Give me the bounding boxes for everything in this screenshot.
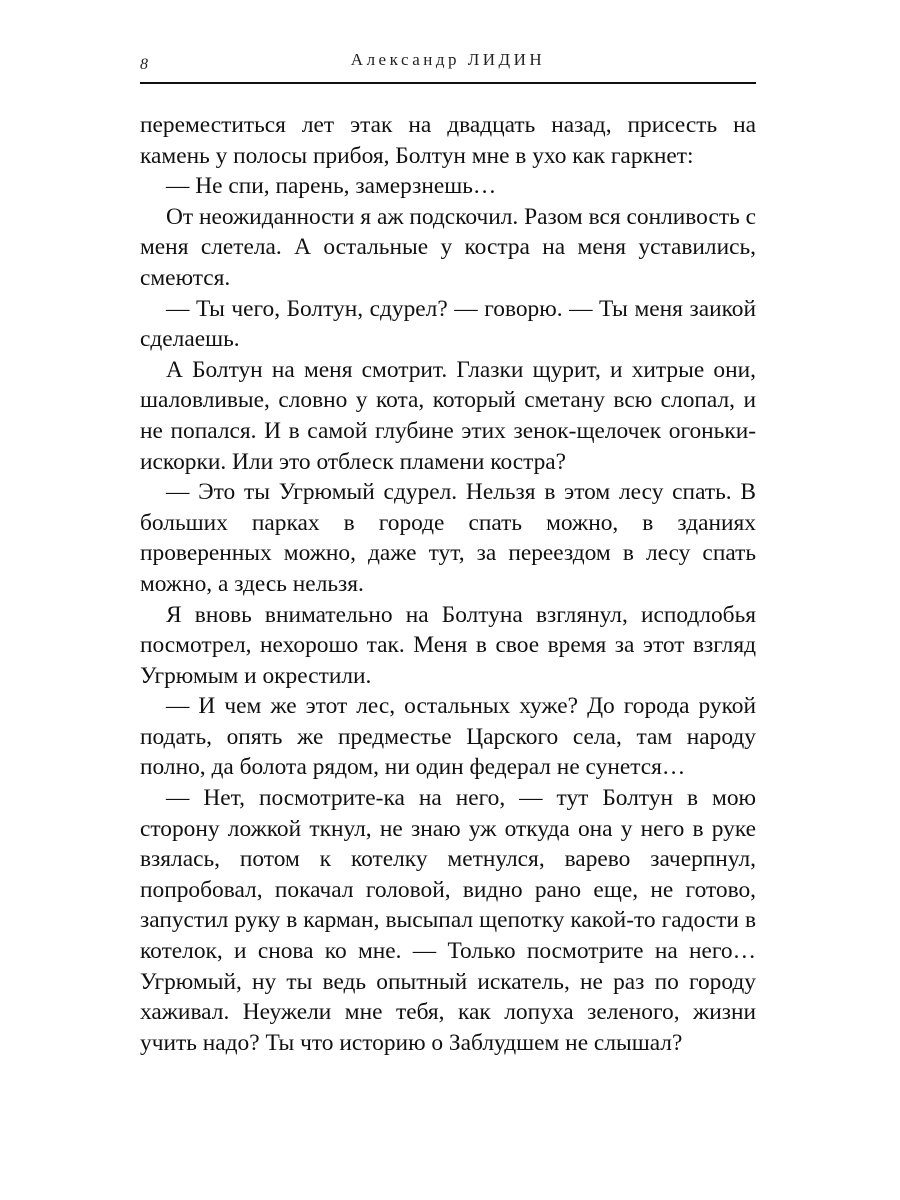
- paragraph: А Болтун на меня смотрит. Глазки щурит, и хитрые они, шаловливые, словно у кота, который сметану всю слопал, и не попался. И в самой глубине этих зенок-щелочек огоньки-искорки. Или это отблеск пламени костра?: [140, 356, 756, 475]
- paragraph: От неожиданности я аж подскочил. Разом вся сонливость с меня слетела. А остальные у костра на меня уставились, смеются.: [140, 203, 756, 291]
- paragraph: — Не спи, парень, замерзнешь…: [166, 173, 497, 200]
- body-text: [140, 110, 756, 1058]
- page-header: [140, 48, 756, 84]
- running-title: Александр ЛИДИН: [350, 50, 546, 69]
- paragraph: переместиться лет этак на двадцать назад, присесть на камень у полосы прибоя, Болтун мне в ухо как гаркнет:: [140, 112, 756, 169]
- paragraph: Я вновь внимательно на Болтуна взглянул, исподлобья посмотрел, нехорошо так. Меня в свое время за этот взгляд Угрюмым и окрестили.: [140, 601, 756, 689]
- paragraph: — И чем же этот лес, остальных хуже? До города рукой подать, опять же предместье Царского села, там народу полно, да болота рядом, ни один федерал не сунется…: [140, 693, 756, 781]
- page-number: 8: [140, 56, 148, 73]
- paragraph: — Ты чего, Болтун, сдурел? — говорю. — Ты меня заикой сделаешь.: [140, 295, 756, 353]
- paragraph: — Это ты Угрюмый сдурел. Нельзя в этом лесу спать. В больших парках в городе спать можно, в зданиях проверенных можно, даже тут, за переездом в лесу спать можно, а здесь нельзя.: [140, 479, 756, 597]
- paragraph: — Нет, посмотрите-ка на него, — тут Болтун в мою сторону ложкой ткнул, не знаю уж откуда она у него в руке взялась, потом к котелку метнулся, варево зачерпнул, попробовал, покачал головой, видно рано еще, не готово, запустил руку в карман, высыпал щепотку какой-то гадости в котелок, и снова ко мне. — Только посмотрите на него… Угрюмый, ну ты ведь опытный искатель, не раз по городу хаживал. Неужели мне тебя, как лопуха зеленого, жизни учить надо? Ты что историю о Заблудшем не слышал?: [140, 785, 756, 1056]
